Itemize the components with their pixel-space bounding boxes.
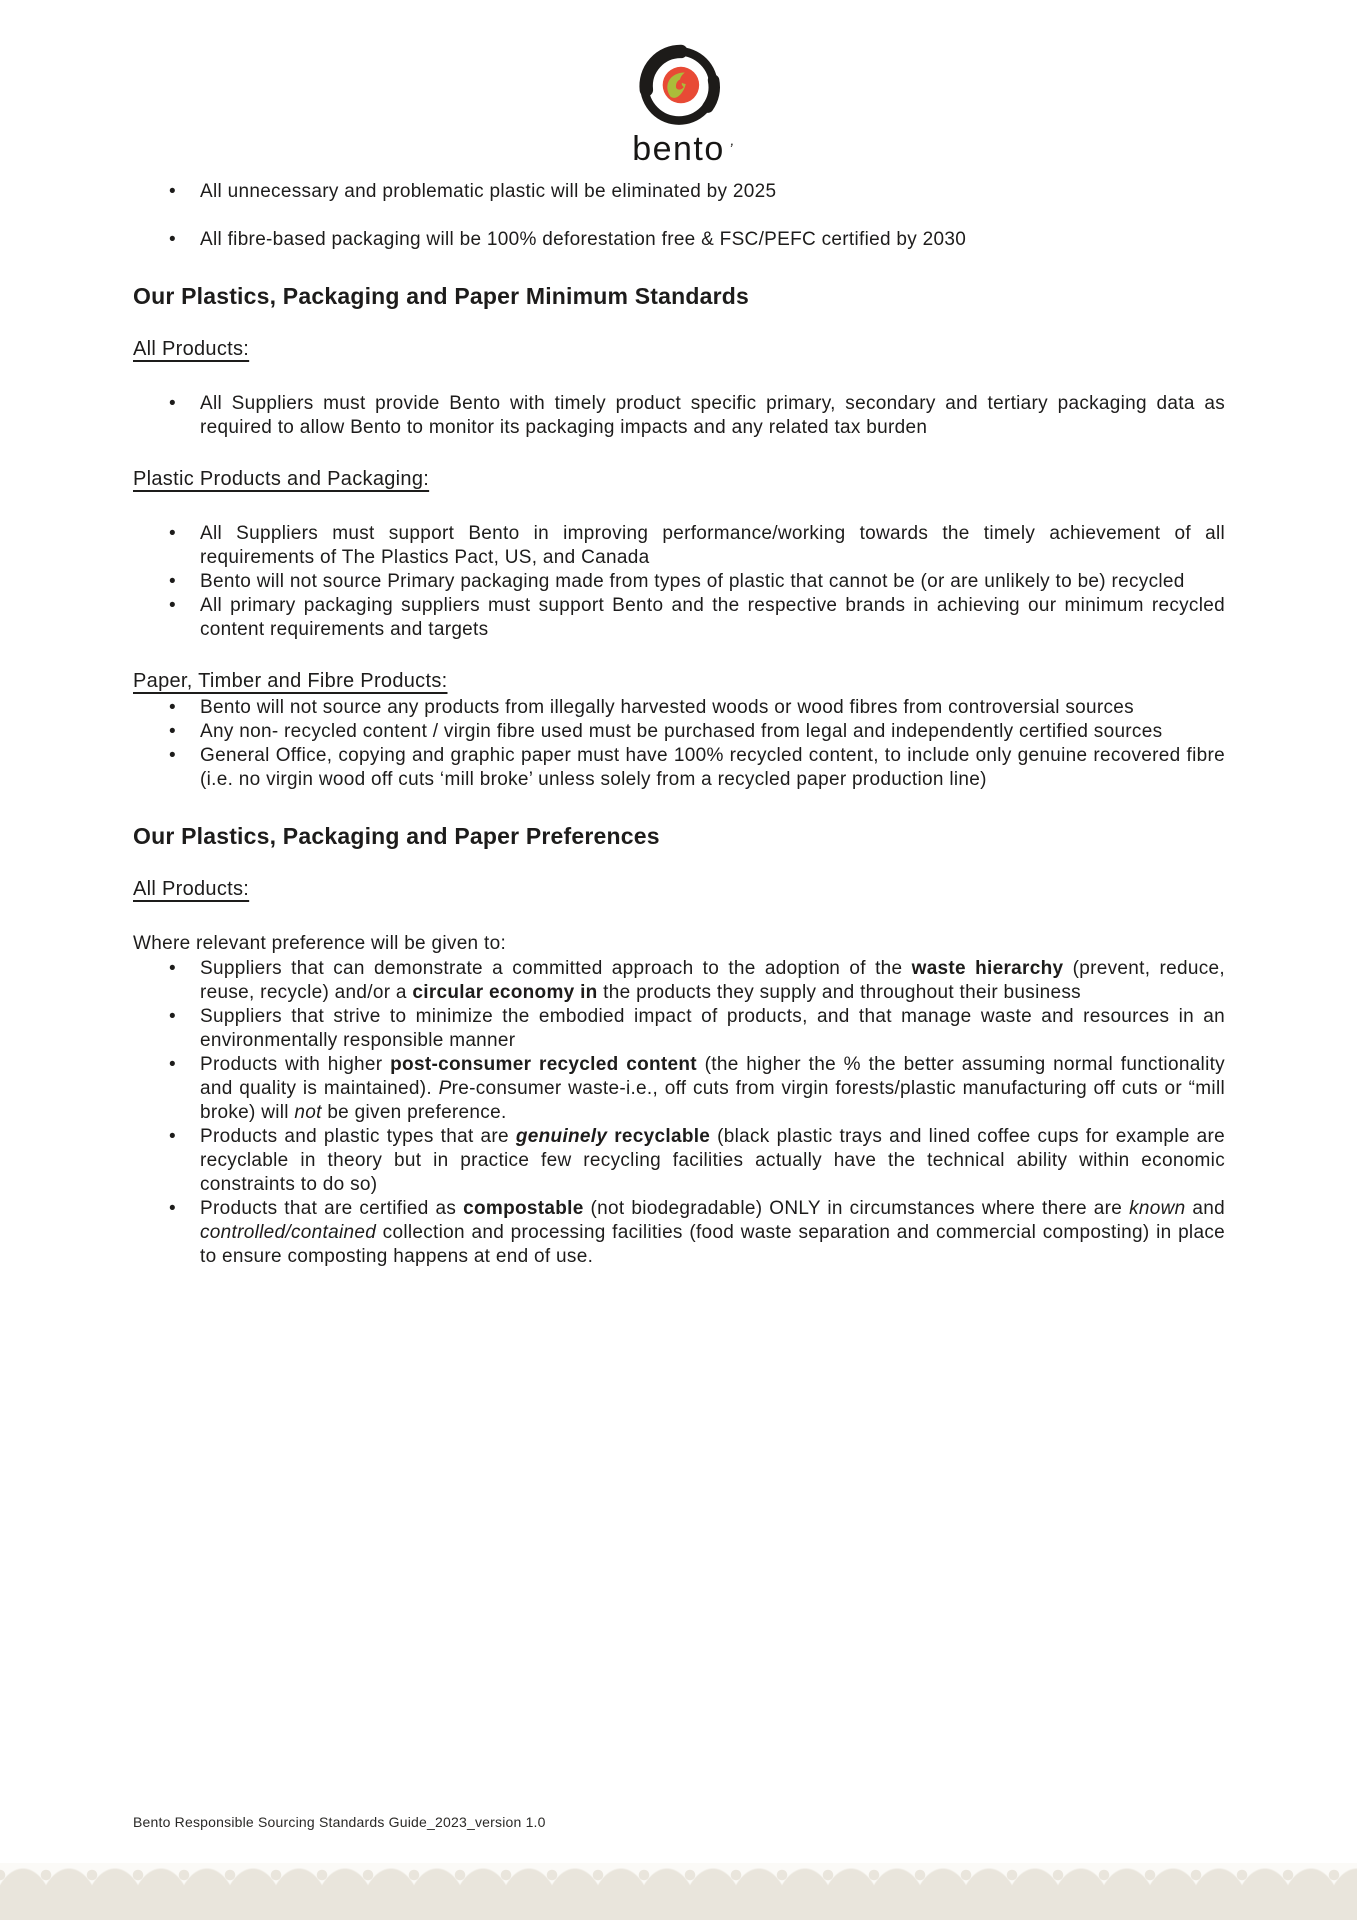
section-subheading: Plastic Products and Packaging: [133, 468, 430, 490]
text-run: post-consumer recycled content [390, 1054, 697, 1075]
text-run: recyclable [607, 1126, 711, 1147]
text-run: All fibre-based packaging will be 100% deforestation free & FSC/PEFC certified by 2030 [200, 229, 967, 250]
bullet-item [133, 720, 1225, 744]
text-run: General Office, copying and graphic paper must have 100% recycled content, to include only genuine recovered fibre (i.e. no virgin wood off cuts ‘mill broke’ unless solely from a recycled paper production line) [200, 745, 1225, 790]
bento-logo-icon [631, 38, 727, 134]
text-run: (prevent, reduce, reuse, recycle) and/or a [200, 958, 1225, 1003]
text-run: Suppliers that strive to minimize the embodied impact of products, and that manage waste and resources in an environmentally responsible manner [200, 1006, 1225, 1051]
text-run: be given preference. [321, 1102, 507, 1123]
text-run: (the higher the % the better assuming normal functionality and quality is maintained). [200, 1054, 1225, 1099]
document-body [133, 180, 1225, 1269]
logo-ring-tail-icon [707, 80, 713, 107]
bullet-list [133, 696, 1225, 792]
bento-logo [0, 0, 1357, 166]
bullet-list [133, 957, 1225, 1269]
text-run: All Suppliers must provide Bento with timely product specific primary, secondary and tertiary packaging data as required to allow Bento to monitor its packaging impacts and any related tax burden [200, 393, 1225, 438]
text-run: (black plastic trays and lined coffee cups for example are recyclable in theory but in practice few recycling facilities actually have the technical ability within economic constraints to do so) [200, 1126, 1225, 1195]
section-heading: Our Plastics, Packaging and Paper Minimum Standards [133, 283, 750, 309]
text-run: compostable [463, 1198, 584, 1219]
trademark-tick-icon: ’ [727, 140, 736, 159]
bullet-item [133, 522, 1225, 570]
text-run: re-consumer waste-i.e., off cuts from virgin forests/plastic manufacturing off cuts or “mill broke) will [200, 1078, 1225, 1123]
text-run: Products and plastic types that are [200, 1126, 516, 1147]
bullet-item [133, 570, 1225, 594]
bullet-item [133, 180, 1225, 204]
text-run: Products with higher [200, 1054, 391, 1075]
text-run: Any non- recycled content / virgin fibre used must be purchased from legal and independently certified sources [200, 721, 1163, 742]
bullet-item [133, 1197, 1225, 1269]
bullet-item [133, 696, 1225, 720]
text-run: All primary packaging suppliers must support Bento and the respective brands in achieving our minimum recycled content requirements and targets [200, 595, 1225, 640]
text-run: controlled/contained [200, 1222, 377, 1243]
brand-name: bento [632, 130, 725, 168]
text-run: Products that are certified as [200, 1198, 464, 1219]
text-run: P [438, 1078, 452, 1099]
text-run: waste hierarchy [911, 958, 1064, 979]
bullet-item [133, 228, 1225, 252]
text-run: Bento will not source Primary packaging made from types of plastic that cannot be (or are unlikely to be) recycled [200, 571, 1185, 592]
bullet-item [133, 744, 1225, 792]
footer-document-reference: Bento Responsible Sourcing Standards Guide_2023_version 1.0 [133, 1814, 546, 1830]
text-run: Suppliers that can demonstrate a committed approach to the adoption of the [200, 958, 912, 979]
text-run: All Suppliers must support Bento in improving performance/working towards the timely achievement of all requirements of The Plastics Pact, US, and Canada [200, 523, 1225, 568]
text-run: known [1129, 1198, 1186, 1219]
bullet-item [133, 594, 1225, 642]
decorative-scallop-band [0, 1863, 1357, 1920]
bullet-item [133, 392, 1225, 440]
text-run: Bento will not source any products from illegally harvested woods or wood fibres from controversial sources [200, 697, 1134, 718]
bullet-list [133, 392, 1225, 440]
text-run: All unnecessary and problematic plastic will be eliminated by 2025 [200, 181, 777, 202]
bullet-list [133, 180, 1225, 252]
section-heading: Our Plastics, Packaging and Paper Preferences [133, 823, 660, 849]
bullet-item [133, 957, 1225, 1005]
text-run: (not biodegradable) ONLY in circumstances where there are [583, 1198, 1130, 1219]
text-run: circular economy in [412, 982, 598, 1003]
bullet-item [133, 1053, 1225, 1125]
text-run: and [1185, 1198, 1225, 1219]
lead-in-text: Where relevant preference will be given to: [133, 933, 507, 954]
text-run: collection and processing facilities (food waste separation and commercial composting) in place to ensure composting happens at end of use. [200, 1222, 1225, 1267]
brand-wordmark [632, 130, 736, 168]
bullet-list [133, 522, 1225, 642]
section-subheading: All Products: [133, 338, 250, 360]
text-run: not [294, 1102, 322, 1123]
bullet-item [133, 1005, 1225, 1053]
section-subheading: Paper, Timber and Fibre Products: [133, 670, 448, 692]
text-run: genuinely [515, 1126, 608, 1147]
text-run: the products they supply and throughout their business [597, 982, 1081, 1003]
section-subheading: All Products: [133, 878, 250, 900]
bullet-item [133, 1125, 1225, 1197]
